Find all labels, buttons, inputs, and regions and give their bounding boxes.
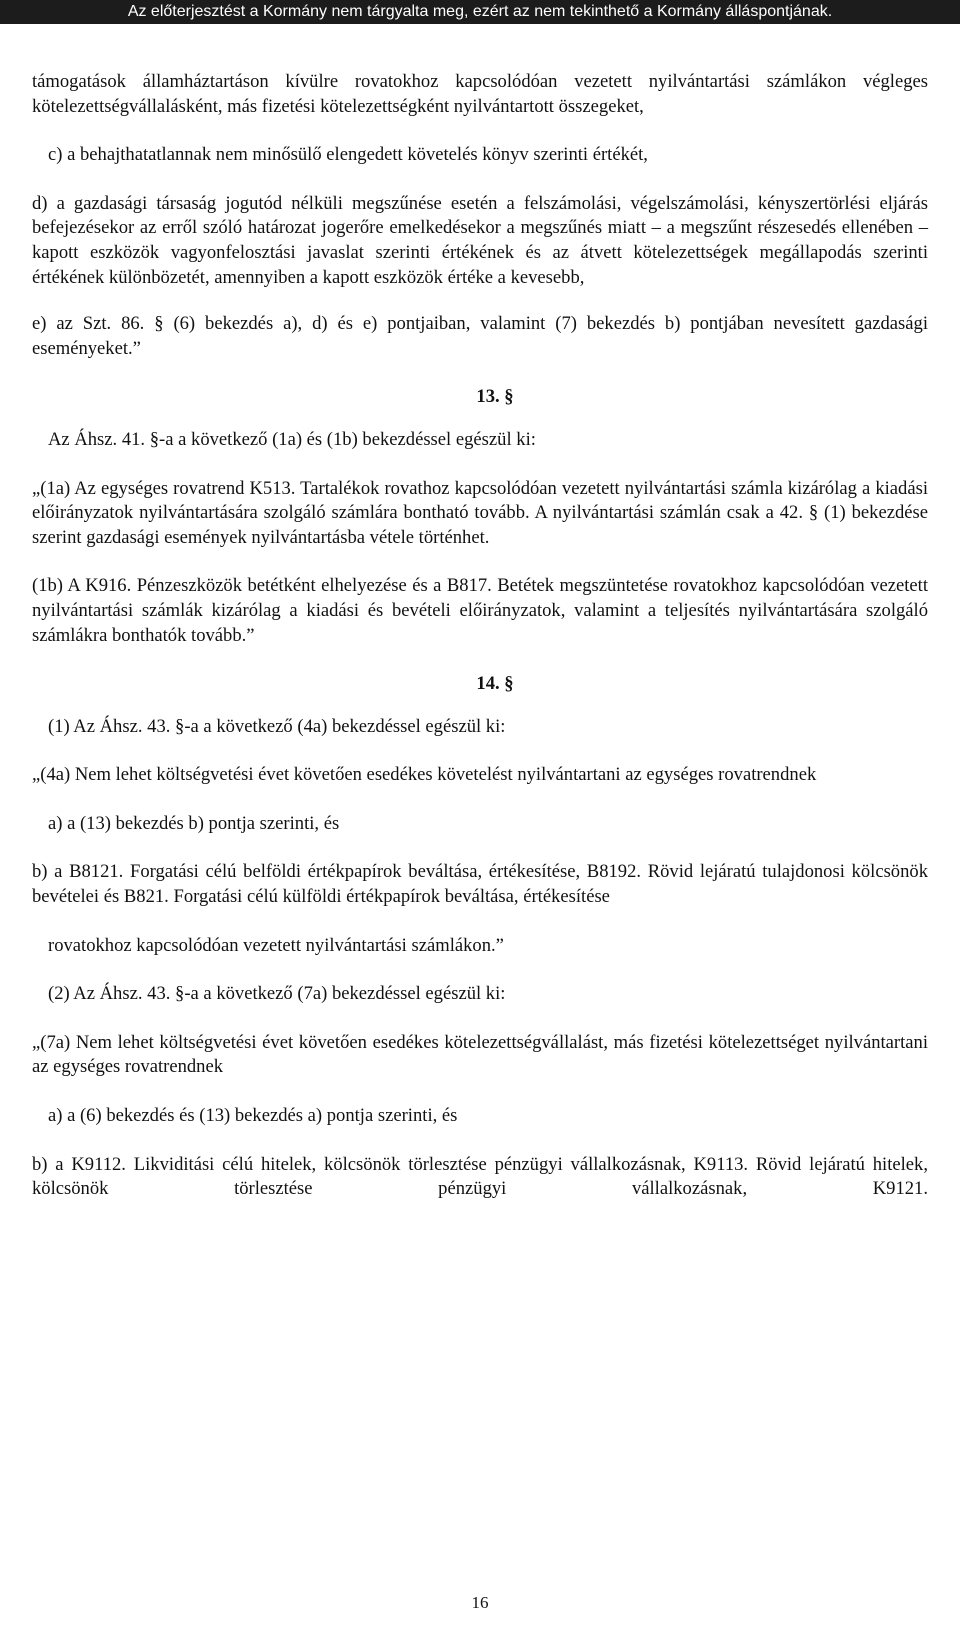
- document-body: [32, 70, 928, 1202]
- paragraph-1a: „(1a) Az egységes rovatrend K513. Tartalékok rovathoz kapcsolódóan vezetett nyilvántartási számla kizárólag a kiadási előirányzatok nyilvántartására szolgáló számlára bontható tovább. A nyilvántartási számlán csak a 42. § (1) bekezdése szerint gazdasági események nyilvántartásba vétele történhet.: [32, 477, 928, 548]
- paragraph-1b: (1b) A K916. Pénzeszközök betétként elhelyezése és a B817. Betétek megszüntetése rovatokhoz kapcsolódóan vezetett nyilvántartási számlák kizárólag a kiadási és bevételi előirányzatok, valamint a teljesítés nyilvántartására szolgáló számlákra bonthatók tovább.”: [32, 575, 928, 646]
- paragraph: támogatások államháztartáson kívülre rovatokhoz kapcsolódóan vezetett nyilvántartási számlákon végleges kötelezettségvállalásként, más fizetési kötelezettségként nyilvántartott összegeket,: [32, 71, 928, 117]
- paragraph-point-e: e) az Szt. 86. § (6) bekezdés a), d) és e) pontjaiban, valamint (7) bekezdés b) pontjában nevesített gazdasági eseményeket.”: [32, 313, 928, 359]
- paragraph-point-c: c) a behajthatatlannak nem minősülő elengedett követelés könyv szerinti értékét,: [48, 144, 648, 166]
- page-number: 16: [471, 1593, 489, 1612]
- paragraph: (2) Az Áhsz. 43. §-a a következő (7a) bekezdéssel egészül ki:: [48, 983, 506, 1005]
- paragraph: Az Áhsz. 41. §-a a következő (1a) és (1b) bekezdéssel egészül ki:: [48, 428, 536, 450]
- paragraph-point-a: a) a (13) bekezdés b) pontja szerinti, és: [48, 812, 340, 834]
- paragraph: (1) Az Áhsz. 43. §-a a következő (4a) bekezdéssel egészül ki:: [48, 715, 506, 737]
- paragraph-point-b: b) a B8121. Forgatási célú belföldi értékpapírok beváltása, értékesítése, B8192. Rövid lejáratú tulajdonosi kölcsönök bevételei és B821. Forgatási célú külföldi értékpapírok beváltása, értékesítése: [32, 861, 928, 908]
- paragraph-7a: „(7a) Nem lehet költségvetési évet követően esedékes kötelezettségvállalást, más fizetési kötelezettséget nyilvántartani az egységes rovatrendnek: [32, 1031, 928, 1078]
- section-heading-14: 14. §: [476, 673, 514, 695]
- paragraph-4a: „(4a) Nem lehet költségvetési évet követően esedékes követelést nyilvántartani az egységes rovatrendnek: [32, 764, 817, 786]
- paragraph-point-d: d) a gazdasági társaság jogutód nélküli megszűnése esetén a felszámolási, végelszámolási, kényszertörlési eljárás befejezésekor az erről szóló határozat jogerőre emelkedésekor a megszűnés miatt – a megszűnt részesedés ellenében – kapott eszközök vagyonfelosztási javaslat szerinti értékének és az átvett kötelezettségek megállapodás szerinti értékének különbözetét, amennyiben a kapott eszközök értéke a kevesebb,: [32, 192, 928, 288]
- paragraph-point-b: b) a K9112. Likviditási célú hitelek, kölcsönök törlesztése pénzügyi vállalkozásnak, K9113. Rövid lejáratú hitelek, kölcsönök törlesztése pénzügyi vállalkozásnak, K9121.: [32, 1153, 928, 1200]
- paragraph: rovatokhoz kapcsolódóan vezetett nyilvántartási számlákon.”: [48, 934, 504, 956]
- page-header-notice: Az előterjesztést a Kormány nem tárgyalta meg, ezért az nem tekinthető a Kormány álláspontjának.: [0, 0, 960, 24]
- section-heading-13: 13. §: [476, 386, 514, 408]
- paragraph-point-a: a) a (6) bekezdés és (13) bekezdés a) pontja szerinti, és: [48, 1105, 458, 1127]
